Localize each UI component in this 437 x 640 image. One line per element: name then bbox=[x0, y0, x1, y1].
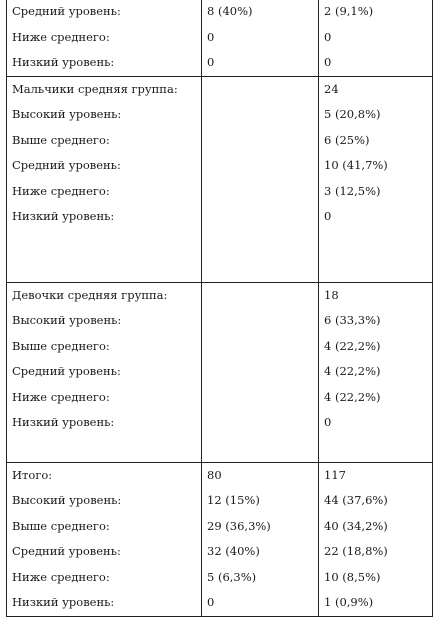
value-cell-col2 bbox=[202, 334, 319, 360]
value-cell-col3: 44 (37,6%) bbox=[319, 488, 433, 514]
value-cell-col3: 18 bbox=[319, 282, 433, 308]
value-cell-col3: 22 (18,8%) bbox=[319, 539, 433, 565]
table-row bbox=[7, 179, 433, 205]
row-label-cell: Средний уровень: bbox=[7, 153, 202, 179]
value-cell-col2 bbox=[202, 385, 319, 411]
row-label-cell: Выше среднего: bbox=[7, 128, 202, 154]
row-label-cell: Ниже среднего: bbox=[7, 385, 202, 411]
empty-cell bbox=[202, 256, 319, 283]
row-label-cell: Высокий уровень: bbox=[7, 308, 202, 334]
value-cell-col3: 1 (0,9%) bbox=[319, 590, 433, 616]
value-cell-col3: 24 bbox=[319, 76, 433, 102]
value-cell-col2: 0 bbox=[202, 25, 319, 51]
value-cell-col3: 0 bbox=[319, 204, 433, 230]
empty-cell bbox=[202, 230, 319, 256]
table-row bbox=[7, 0, 433, 25]
value-cell-col3: 6 (25%) bbox=[319, 128, 433, 154]
value-cell-col2 bbox=[202, 128, 319, 154]
table-row bbox=[7, 539, 433, 565]
empty-cell bbox=[7, 436, 202, 463]
row-label-cell: Выше среднего: bbox=[7, 514, 202, 540]
value-cell-col3: 6 (33,3%) bbox=[319, 308, 433, 334]
row-label-cell: Ниже среднего: bbox=[7, 565, 202, 591]
value-cell-col3: 5 (20,8%) bbox=[319, 102, 433, 128]
empty-cell bbox=[319, 230, 433, 256]
value-cell-col2 bbox=[202, 308, 319, 334]
table-row bbox=[7, 308, 433, 334]
value-cell-col3: 4 (22,2%) bbox=[319, 334, 433, 360]
table-row bbox=[7, 565, 433, 591]
value-cell-col2 bbox=[202, 359, 319, 385]
row-label-cell: Средний уровень: bbox=[7, 359, 202, 385]
spacer-row bbox=[7, 256, 433, 283]
statistics-table bbox=[6, 0, 433, 617]
value-cell-col3: 10 (8,5%) bbox=[319, 565, 433, 591]
row-label-cell: Средний уровень: bbox=[7, 0, 202, 25]
value-cell-col2 bbox=[202, 410, 319, 436]
table-row bbox=[7, 359, 433, 385]
row-label-cell: Низкий уровень: bbox=[7, 50, 202, 76]
row-label-cell: Низкий уровень: bbox=[7, 590, 202, 616]
row-label-cell: Ниже среднего: bbox=[7, 179, 202, 205]
value-cell-col2: 12 (15%) bbox=[202, 488, 319, 514]
table-row bbox=[7, 514, 433, 540]
value-cell-col3: 40 (34,2%) bbox=[319, 514, 433, 540]
value-cell-col2 bbox=[202, 102, 319, 128]
row-label-cell: Средний уровень: bbox=[7, 539, 202, 565]
table-row bbox=[7, 153, 433, 179]
value-cell-col3: 2 (9,1%) bbox=[319, 0, 433, 25]
value-cell-col3: 10 (41,7%) bbox=[319, 153, 433, 179]
value-cell-col2 bbox=[202, 153, 319, 179]
value-cell-col2: 0 bbox=[202, 590, 319, 616]
value-cell-col2 bbox=[202, 204, 319, 230]
group-header-row bbox=[7, 76, 433, 102]
table-row bbox=[7, 128, 433, 154]
table-row bbox=[7, 102, 433, 128]
value-cell-col3: 3 (12,5%) bbox=[319, 179, 433, 205]
value-cell-col2: 29 (36,3%) bbox=[202, 514, 319, 540]
empty-cell bbox=[7, 230, 202, 256]
value-cell-col3: 0 bbox=[319, 25, 433, 51]
row-label-cell: Низкий уровень: bbox=[7, 204, 202, 230]
row-label-cell: Высокий уровень: bbox=[7, 488, 202, 514]
row-label-cell: Итого: bbox=[7, 462, 202, 488]
value-cell-col3: 0 bbox=[319, 410, 433, 436]
value-cell-col3: 117 bbox=[319, 462, 433, 488]
empty-cell bbox=[7, 256, 202, 283]
value-cell-col2: 0 bbox=[202, 50, 319, 76]
table-row bbox=[7, 334, 433, 360]
value-cell-col2 bbox=[202, 179, 319, 205]
row-label-cell: Низкий уровень: bbox=[7, 410, 202, 436]
group-header-row bbox=[7, 282, 433, 308]
value-cell-col2 bbox=[202, 76, 319, 102]
spacer-row bbox=[7, 230, 433, 256]
row-label-cell: Ниже среднего: bbox=[7, 25, 202, 51]
value-cell-col3: 0 bbox=[319, 50, 433, 76]
row-label-cell: Высокий уровень: bbox=[7, 102, 202, 128]
table-row bbox=[7, 25, 433, 51]
table-row bbox=[7, 410, 433, 436]
value-cell-col3: 4 (22,2%) bbox=[319, 359, 433, 385]
table-row bbox=[7, 204, 433, 230]
empty-cell bbox=[319, 256, 433, 283]
value-cell-col2: 5 (6,3%) bbox=[202, 565, 319, 591]
spacer-row bbox=[7, 436, 433, 463]
table-row bbox=[7, 50, 433, 76]
empty-cell bbox=[319, 436, 433, 463]
table-row bbox=[7, 590, 433, 616]
row-label-cell: Мальчики средняя группа: bbox=[7, 76, 202, 102]
value-cell-col2: 32 (40%) bbox=[202, 539, 319, 565]
statistics-table-body bbox=[7, 0, 433, 616]
row-label-cell: Выше среднего: bbox=[7, 334, 202, 360]
empty-cell bbox=[202, 436, 319, 463]
table-row bbox=[7, 488, 433, 514]
group-header-row bbox=[7, 462, 433, 488]
value-cell-col2: 8 (40%) bbox=[202, 0, 319, 25]
value-cell-col2: 80 bbox=[202, 462, 319, 488]
table-row bbox=[7, 385, 433, 411]
value-cell-col3: 4 (22,2%) bbox=[319, 385, 433, 411]
value-cell-col2 bbox=[202, 282, 319, 308]
row-label-cell: Девочки средняя группа: bbox=[7, 282, 202, 308]
